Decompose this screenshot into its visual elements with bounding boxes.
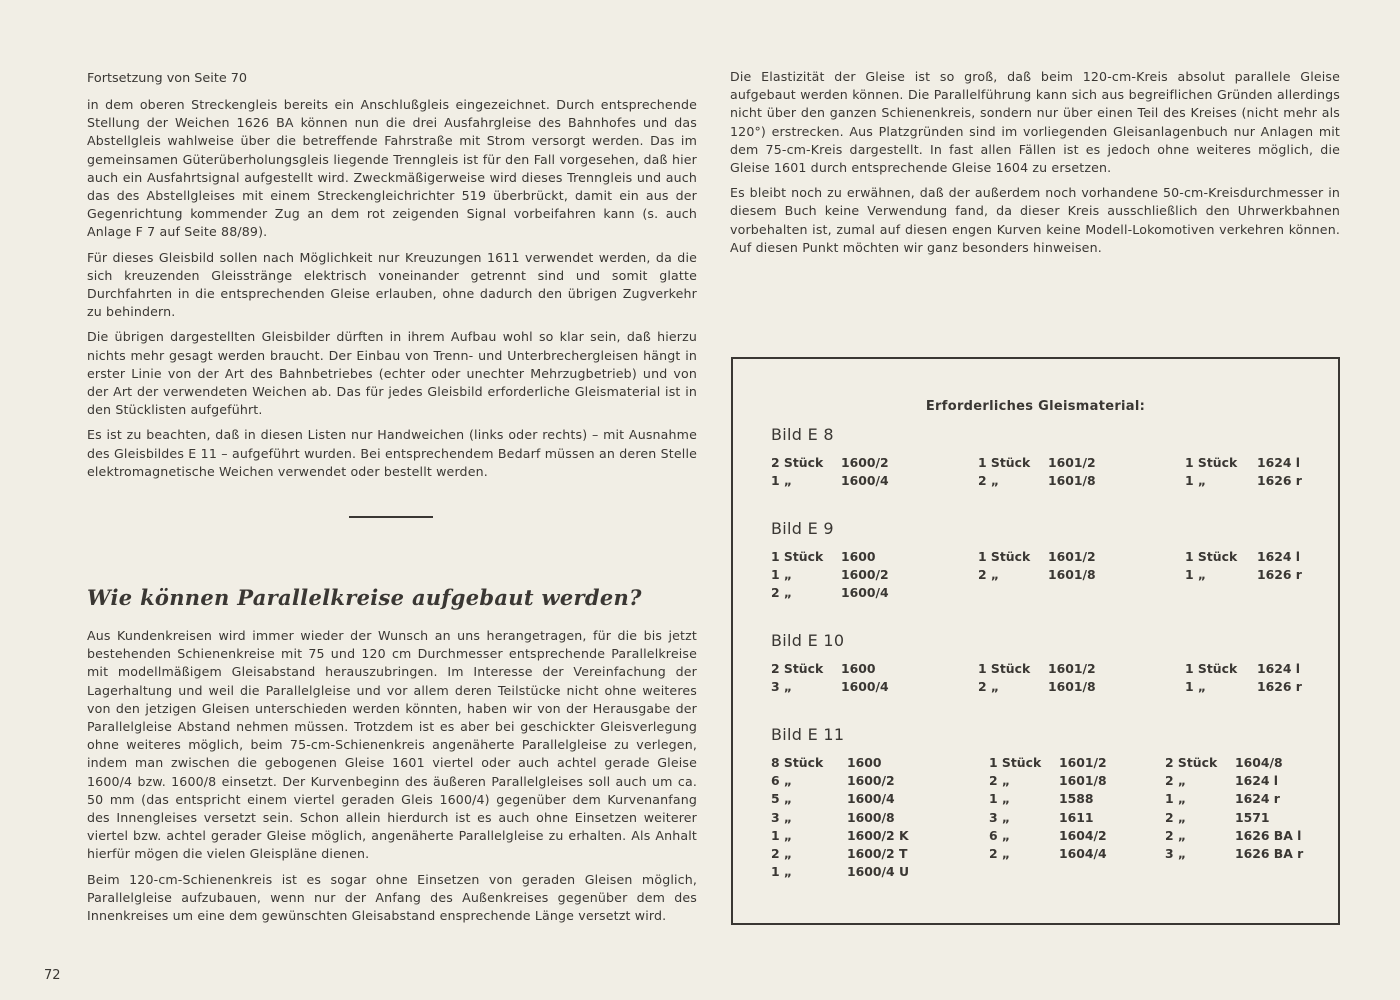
quantity: 2 „: [771, 585, 793, 601]
part-number: 1604/2: [1059, 827, 1107, 843]
left-column: [87, 70, 697, 481]
paragraph: in dem oberen Streckengleis bereits ein Anschlußgleis eingezeichnet. Durch entsprechende Stellung der Weichen 1626 BA können nun die drei Ausfahrgleise des Bahnhofes und das Abstellgleis wahlweise über die betreffende Fahrstraße mit Strom versorgt werden. Das im gemeinsamen Güterüberholungsgleis liegende Trenngleis ist für den Fall vorgesehen, daß hier auch ein Ausfahrtsignal aufgestellt wird. Zweckmäßigerweise wird dieses Trenngleis und auch das des Abstellgleises mit einem Streckengleichrichter 519 überbrückt, damit ein aus der Gegenrichtung kommender Zug an dem rot zeigenden Signal vorbeifahren kann (s. auch Anlage F 7 auf Seite 88/89).: [87, 97, 697, 240]
quantity: 1 Stück: [978, 661, 1031, 676]
part-number: 1626 BA r: [1235, 846, 1304, 861]
quantity: 3 „: [771, 809, 793, 825]
paragraph: Aus Kundenkreisen wird immer wieder der Wunsch an uns herangetragen, für die bis jetzt bestehenden Schienenkreise mit 75 und 120 cm Durchmesser entsprechende Parallelkreise mit modellmäßigem Gleisabstand herauszubringen. Im Interesse der Vereinfachung der Lagerhaltung und weil die Parallelgleise und vor allem deren Teilstücke nicht ohne weiteres von den jetzigen Gleisen unterschieden werden könnten, haben wir von der Herausgabe der Parallelgleise Abstand nehmen müssen. Trotzdem ist es aber bei geschickter Gleisverlegung ohne weiteres möglich, beim 75-cm-Schienenkreis angenäherte Parallelgleise zu verlegen, indem man zwischen die gebogenen Gleise 1601 viertel oder auch achtel gerade Gleise 1600/4 bzw. 1600/8 einsetzt. Der Kurvenbeginn des äußeren Parallelgleises soll auch um ca. 50 mm (das entspricht einem viertel geraden Gleis 1600/4) gegenüber dem Kurvenanfang des Innengleises versetzt sein. Schon allein hierdurch ist es auch ohne Einsetzen weiterer viertel bzw. achtel gerader Gleise möglich, angenäherte Parallelgleise zu erhalten. Als Anhalt hierfür mögen die vielen Gleispläne dienen.: [87, 628, 697, 862]
part-number: 1600/4: [847, 791, 895, 807]
figure-heading: Bild E 11: [771, 725, 845, 744]
paragraph: Es ist zu beachten, daß in diesen Listen nur Handweichen (links oder rechts) – mit Ausnahme des Gleisbildes E 11 – aufgeführt wurden. Bei entsprechendem Bedarf müssen an deren Stelle elektromagnetische Weichen verwendet oder bestellt werden.: [87, 427, 697, 479]
part-number: 1601/8: [1048, 679, 1096, 695]
left-column-lower: [87, 627, 697, 925]
quantity: 2 „: [1165, 827, 1187, 843]
quantity: 1 „: [989, 791, 1011, 807]
part-number: 1626 r: [1257, 567, 1302, 583]
paragraph: Für dieses Gleisbild sollen nach Möglichkeit nur Kreuzungen 1611 verwendet werden, da die sich kreuzenden Gleisstränge elektrisch voneinander getrennt sind und somit glatte Durchfahrten in die entsprechenden Gleise erlauben, ohne dadurch den übrigen Zugverkehr zu behindern.: [87, 249, 697, 320]
figure-heading: Bild E 9: [771, 519, 834, 538]
quantity: 1 Stück: [1185, 455, 1238, 470]
quantity: 2 „: [989, 773, 1011, 789]
quantity: 1 „: [771, 827, 793, 843]
paragraph: Die Elastizität der Gleise ist so groß, daß beim 120-cm-Kreis absolut parallele Gleise aufgebaut werden können. Die Parallelführung kann sich aus begreiflichen Gründen allerdings nicht über den ganzen Schienenkreis, sondern nur über einen Teil des Kreises (nicht mehr als 120°) erstrecken. Aus Platzgründen sind im vorliegenden Gleisanlagenbuch nur Anlagen mit dem 75-cm-Kreis dargestellt. In fast allen Fällen ist es jedoch ohne weiteres möglich, die Gleise 1601 durch entsprechende Gleise 1604 zu ersetzen.: [730, 69, 1340, 176]
quantity: 3 „: [771, 679, 793, 695]
part-number: 1624 r: [1235, 791, 1280, 807]
part-number: 1588: [1059, 791, 1094, 807]
figure-heading: Bild E 8: [771, 425, 834, 444]
quantity: 8 Stück: [771, 755, 824, 770]
quantity: 1 „: [1185, 567, 1207, 583]
quantity: 2 „: [978, 567, 1000, 583]
part-number: 1600/4: [841, 585, 889, 601]
part-number: 1624 l: [1257, 549, 1301, 564]
quantity: 1 „: [1185, 679, 1207, 695]
part-number: 1604/4: [1059, 846, 1107, 861]
part-number: 1601/8: [1048, 567, 1096, 583]
quantity: 1 Stück: [978, 455, 1031, 470]
page-number: 72: [44, 968, 61, 983]
part-number: 1600/4: [841, 473, 889, 489]
part-number: 1624 l: [1257, 455, 1301, 470]
part-number: 1600/2 T: [847, 846, 908, 861]
part-number: 1600: [847, 755, 882, 770]
part-number: 1600: [841, 661, 876, 676]
quantity: 1 Stück: [978, 549, 1031, 564]
part-number: 1600/4 U: [847, 864, 910, 880]
part-number: 1626 BA l: [1235, 827, 1302, 843]
part-number: 1601/8: [1048, 473, 1096, 489]
quantity: 1 „: [1165, 791, 1187, 807]
part-number: 1626 r: [1257, 473, 1302, 489]
part-number: 1600/2 K: [847, 827, 909, 843]
paragraph: Es bleibt noch zu erwähnen, daß der außerdem noch vorhandene 50-cm-Kreisdurchmesser in diesem Buch keine Verwendung fand, da dieser Kreis ausschließlich den Uhrwerkbahnen vorbehalten ist, zumal auf diesen engen Kurven keine Modell-Lokomotiven verkehren können. Auf diesen Punkt möchten wir ganz besonders hinweisen.: [730, 185, 1340, 255]
section-heading: Wie können Parallelkreise aufgebaut werden?: [87, 585, 642, 610]
part-number: 1600/2: [841, 567, 889, 583]
part-number: 1601/8: [1059, 773, 1107, 789]
part-number: 1626 r: [1257, 679, 1302, 695]
paragraph: Beim 120-cm-Schienenkreis ist es sogar ohne Einsetzen von geraden Gleisen möglich, Parallelgleise aufzubauen, wenn nur der Anfang des Außenkreises gegenüber dem des Innenkreises um eine dem gewünschten Gleisabstand ensprechende Länge versetzt wird.: [87, 871, 697, 924]
part-number: 1600/2: [841, 455, 889, 470]
part-number: 1601/2: [1059, 755, 1107, 770]
part-number: 1600/2: [847, 773, 895, 789]
part-number: 1601/2: [1048, 661, 1096, 676]
quantity: 6 „: [989, 827, 1011, 843]
quantity: 1 Stück: [771, 549, 824, 564]
quantity: 1 „: [1185, 473, 1207, 489]
quantity: 2 „: [978, 473, 1000, 489]
quantity: 2 Stück: [771, 455, 824, 470]
part-number: 1571: [1235, 809, 1270, 825]
quantity: 3 „: [1165, 846, 1187, 861]
part-number: 1600/8: [847, 809, 895, 825]
quantity: 5 „: [771, 791, 793, 807]
part-number: 1600/4: [841, 679, 889, 695]
part-number: 1624 l: [1257, 661, 1301, 676]
section-divider: [349, 516, 433, 518]
right-column: [730, 68, 1340, 257]
quantity: 1 Stück: [1185, 661, 1238, 676]
figure-heading: Bild E 10: [771, 631, 845, 650]
material-list-box: [731, 357, 1340, 925]
quantity: 2 „: [989, 846, 1011, 861]
quantity: 1 „: [771, 473, 793, 489]
part-number: 1600: [841, 549, 876, 564]
paragraph: Die übrigen dargestellten Gleisbilder dürften in ihrem Aufbau wohl so klar sein, daß hierzu nichts mehr gesagt werden braucht. Der Einbau von Trenn- und Unterbrechergleisen hängt in erster Linie von der Art des Bahnbetriebes (echter oder unechter Mehrzugbetrieb) und von der Art der verwendeten Weichen ab. Das für jedes Gleisbild erforderliche Gleismaterial ist in den Stücklisten aufgeführt.: [87, 329, 697, 418]
quantity: 1 Stück: [989, 755, 1042, 770]
quantity: 2 „: [978, 679, 1000, 695]
quantity: 1 Stück: [1185, 549, 1238, 564]
continuation-note: Fortsetzung von Seite 70: [87, 71, 248, 86]
quantity: 1 „: [771, 864, 793, 880]
quantity: 2 „: [1165, 773, 1187, 789]
part-number: 1601/2: [1048, 455, 1096, 470]
part-number: 1604/8: [1235, 755, 1283, 770]
quantity: 2 „: [771, 846, 793, 861]
quantity: 2 Stück: [771, 661, 824, 676]
part-number: 1624 l: [1235, 773, 1279, 789]
quantity: 3 „: [989, 809, 1011, 825]
material-list-title: Erforderliches Gleismaterial:: [925, 399, 1146, 414]
part-number: 1601/2: [1048, 549, 1096, 564]
quantity: 6 „: [771, 773, 793, 789]
quantity: 1 „: [771, 567, 793, 583]
part-number: 1611: [1059, 809, 1094, 825]
quantity: 2 Stück: [1165, 755, 1218, 770]
quantity: 2 „: [1165, 809, 1187, 825]
